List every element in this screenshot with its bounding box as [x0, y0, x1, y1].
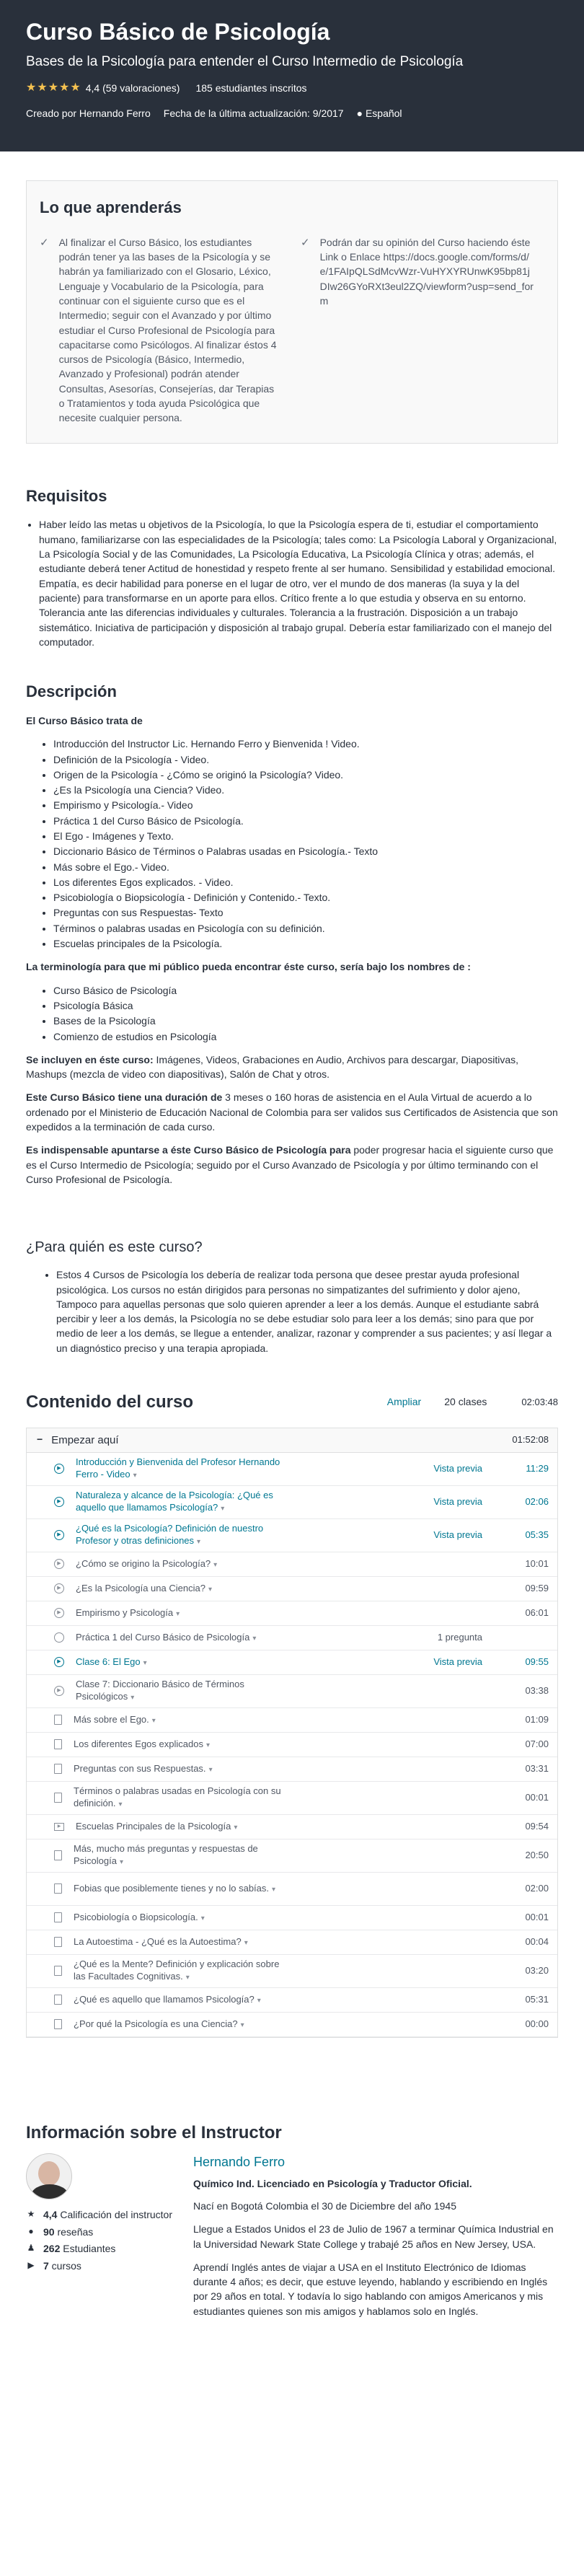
instructor-headline: Químico Ind. Licenciado en Psicología y Traductor Oficial.	[193, 2178, 472, 2190]
instructor-section-title: Información sobre el Instructor	[26, 2122, 282, 2142]
stat-label: Estudiantes	[60, 2243, 116, 2255]
document-icon	[54, 1850, 62, 1860]
play-icon: ▶	[54, 1686, 64, 1696]
preview-link: 1 pregunta	[437, 1632, 482, 1643]
checkmark-icon: ✓	[301, 236, 310, 249]
chevron-down-icon[interactable]: ▾	[151, 1716, 156, 1725]
instructor-name-link[interactable]: Hernando Ferro	[193, 2155, 286, 2170]
lecture-duration: 00:00	[525, 2018, 549, 2030]
play-icon: ▶	[54, 1583, 64, 1593]
document-icon	[54, 1793, 62, 1803]
preview-link[interactable]: Vista previa	[433, 1529, 482, 1541]
lecture-duration: 01:09	[525, 1714, 549, 1726]
stat-value: 90	[43, 2225, 55, 2238]
rating-row	[26, 80, 558, 96]
course-header	[0, 0, 584, 151]
list-item: • Psicobiología o Biopsicología - Definición y Contenido.- Texto.	[53, 890, 558, 905]
author-link[interactable]: Creado por Hernando Ferro	[26, 107, 151, 119]
lecture-duration: 00:01	[525, 1912, 549, 1923]
chevron-down-icon[interactable]: ▾	[130, 1694, 135, 1702]
description-intro: El Curso Básico trata de	[26, 714, 143, 726]
lecture-duration: 02:06	[525, 1496, 549, 1508]
lecture-duration: 05:31	[525, 1994, 549, 2005]
chevron-down-icon[interactable]: ▾	[240, 2021, 244, 2029]
chevron-down-icon[interactable]: ▾	[221, 1505, 225, 1513]
learn-text: Al finalizar el Curso Básico, los estudiantes podrán tener ya las bases de la Psicología y se habrán ya familiarizado con el Glosario, Léxico, Lenguaje y Vocabulario de la Psicología, para continuar con el siguiente curso que es el Intermedio; seguir con el Avanzado y por último estudiar el Curso Profesional de Psicología para capacitarse como Psicólogos. Al finalizar éstos 4 cursos de Psicología (Básico, Intermedio, Avanzado y Profesional) podrán atender Consultas, Asesorías, Consejerías, dar Terapias o Tratamientos y toda ayuda Psicológica que necesite cualquier persona.	[58, 236, 277, 424]
play-icon: ▶	[27, 2259, 35, 2270]
instructor-stats	[26, 2153, 193, 2327]
play-icon: ▶	[54, 1559, 64, 1569]
chevron-down-icon[interactable]: ▾	[213, 1560, 218, 1569]
star-icon: ★	[27, 2209, 35, 2220]
lecture-row[interactable]	[27, 1757, 557, 1782]
list-item: • Términos o palabras usadas en Psicología con su definición.	[53, 921, 558, 936]
last-updated: Fecha de la última actualización: 9/2017	[163, 107, 344, 119]
list-item: • Introducción del Instructor Lic. Hernando Ferro y Bienvenida ! Video.	[53, 737, 558, 751]
expand-all-button[interactable]: Ampliar	[386, 1396, 422, 1408]
rating-stars-icon: ★★★★★	[26, 82, 81, 94]
lecture-title[interactable]: Introducción y Bienvenida del Profesor Hernando Ferro - Video ▾	[76, 1456, 280, 1480]
play-icon: ▶	[54, 1464, 64, 1474]
document-icon	[54, 1937, 62, 1947]
preview-link[interactable]: Vista previa	[433, 1496, 482, 1508]
chevron-down-icon[interactable]: ▾	[257, 1996, 261, 2005]
lecture-row[interactable]	[27, 1675, 557, 1708]
lecture-row[interactable]	[27, 1650, 557, 1675]
chevron-down-icon[interactable]: ▾	[205, 1741, 210, 1749]
rating-text[interactable]: 4,4 (59 valoraciones)	[85, 82, 180, 94]
stat-courses	[26, 2259, 193, 2274]
lecture-row[interactable]	[27, 1782, 557, 1815]
chevron-down-icon[interactable]: ▾	[208, 1765, 213, 1774]
lecture-row[interactable]	[27, 1552, 557, 1577]
list-item: • Definición de la Psicología - Video.	[53, 752, 558, 767]
preview-link[interactable]: Vista previa	[433, 1463, 482, 1474]
comment-icon: ●	[28, 2225, 34, 2236]
duration-label: Este Curso Básico tiene una duración de	[26, 1091, 223, 1104]
audience-item: • Estos 4 Cursos de Psicología los debería de realizar toda persona que desee prestar ayuda profesional psicológica. Los cursos no están dirigidos para personas no simpatizantes del sufrimiento y dolor ajeno, Tampoco para aquellas personas que solo quieren aprender a leer a los demás. Aunque el estudiante sabrá percibir y leer a los demás, la Psicología no se debe estudiar solo para leer a los demás; sino para que por medio de leer a los demás, se llegue a entender, analizar, razonar y comprender a sus pacientes; y así llegar a un diagnóstico preciso y una terapia apropiada.	[56, 1267, 558, 1355]
lecture-title[interactable]: ¿Es la Psicología una Ciencia? ▾	[76, 1582, 212, 1593]
lecture-title[interactable]: ¿Por qué la Psicología es una Ciencia? ▾	[74, 2018, 244, 2029]
what-you-learn	[26, 180, 558, 444]
lecture-row[interactable]	[27, 1453, 557, 1486]
enrolled-count: 185 estudiantes inscritos	[195, 82, 307, 94]
lecture-duration: 11:29	[526, 1463, 549, 1474]
audience-title: ¿Para quién es este curso?	[26, 1239, 203, 1256]
lecture-title[interactable]: Naturaleza y alcance de la Psicología: ¿Qué es aquello que llamamos Psicología? ▾	[76, 1490, 273, 1513]
stat-value: 7	[43, 2259, 49, 2272]
terms-list	[26, 983, 558, 1044]
lecture-duration: 03:20	[525, 1965, 549, 1977]
meta-row	[26, 107, 558, 121]
lecture-row[interactable]	[27, 1988, 557, 2013]
collapse-icon: −	[37, 1433, 43, 1446]
lecture-title[interactable]: Clase 7: Diccionario Básico de Términos Psicológicos ▾	[76, 1679, 244, 1702]
learn-title: Lo que aprenderás	[40, 198, 182, 216]
chevron-down-icon[interactable]: ▾	[208, 1585, 212, 1593]
avatar[interactable]	[26, 2153, 72, 2199]
lecture-title[interactable]: Práctica 1 del Curso Básico de Psicología ▾	[76, 1631, 257, 1643]
lecture-duration: 02:00	[525, 1883, 549, 1894]
lecture-title[interactable]: Escuelas Principales de la Psicología ▾	[76, 1820, 238, 1832]
section-toggle[interactable]	[27, 1428, 557, 1453]
curriculum-title: Contenido del curso	[26, 1392, 194, 1412]
lecture-title[interactable]: ¿Cómo se origino la Psicología? ▾	[76, 1557, 218, 1569]
essential-label: Es indispensable apuntarse a éste Curso Básico de Psicología para	[26, 1144, 351, 1156]
lecture-duration: 03:31	[525, 1763, 549, 1775]
language-text: Español	[365, 107, 402, 119]
lecture-row[interactable]	[27, 1930, 557, 1955]
bio-paragraph: Nací en Bogotá Colombia el 30 de Diciembre del año 1945	[193, 2199, 457, 2212]
comment-icon: ●	[356, 107, 363, 119]
chevron-down-icon[interactable]: ▾	[119, 1858, 124, 1867]
curriculum-header	[26, 1390, 558, 1415]
lecture-title[interactable]: Términos o palabras usadas en Psicología con su definición. ▾	[74, 1785, 281, 1809]
list-item: • Curso Básico de Psicología	[53, 983, 558, 998]
lecture-duration: 09:59	[525, 1583, 549, 1594]
preview-link[interactable]: Vista previa	[433, 1656, 482, 1668]
topics-list	[26, 737, 558, 951]
lecture-duration: 00:01	[525, 1792, 549, 1803]
course-title: Curso Básico de Psicología	[26, 19, 330, 45]
play-icon: ▶	[54, 1608, 64, 1618]
lecture-row[interactable]	[27, 1601, 557, 1626]
quiz-icon	[54, 1632, 64, 1643]
lecture-row[interactable]	[27, 1486, 557, 1519]
lecture-duration: 06:01	[525, 1607, 549, 1619]
curriculum-section	[26, 1390, 558, 2038]
list-item: • Origen de la Psicología - ¿Cómo se originó la Psicología? Video.	[53, 768, 558, 782]
lecture-title[interactable]: ¿Qué es la Mente? Definición y explicación sobre las Facultades Cognitivas. ▾	[74, 1959, 280, 1982]
lecture-duration: 00:04	[525, 1936, 549, 1948]
lecture-duration: 03:38	[525, 1685, 549, 1697]
essential-text: poder progresar hacia el siguiente curso que es el Curso Intermedio de Psicología; seguido por el Curso Avanzado de Psicología y por último terminando con el Curso Profesional de Psicología.	[26, 1144, 554, 1185]
essential-paragraph	[26, 1143, 558, 1187]
class-count: 20 clases	[444, 1396, 487, 1408]
lecture-row[interactable]	[27, 1873, 557, 1906]
play-icon: ▶	[54, 1497, 64, 1507]
document-icon	[54, 1715, 62, 1725]
list-item: • Psicología Básica	[53, 998, 558, 1013]
lecture-row[interactable]	[27, 1519, 557, 1552]
lecture-title[interactable]: Psicobiología o Biopsicología. ▾	[74, 1911, 205, 1922]
lecture-title[interactable]: Fobias que posiblemente tienes y no lo sabías. ▾	[74, 1882, 276, 1894]
list-item: • El Ego - Imágenes y Texto.	[53, 829, 558, 843]
instructor-bio	[193, 2153, 554, 2327]
lecture-title[interactable]: Más, mucho más preguntas y respuestas de Psicología ▾	[74, 1843, 258, 1867]
document-icon	[54, 1883, 62, 1894]
lecture-title[interactable]: ¿Qué es la Psicología? Definición de nuestro Profesor y otras definiciones ▾	[76, 1523, 264, 1547]
play-icon: ▶	[54, 1657, 64, 1667]
chevron-down-icon[interactable]: ▾	[197, 1538, 201, 1547]
document-icon	[54, 1912, 62, 1922]
lecture-row[interactable]	[27, 1839, 557, 1873]
checkmark-icon: ✓	[40, 236, 49, 249]
description-title: Descripción	[26, 682, 117, 701]
lecture-row[interactable]	[27, 1733, 557, 1757]
list-item: • Empirismo y Psicología.- Video	[53, 798, 558, 812]
terminology-title: La terminología para que mi público pueda encontrar éste curso, sería bajo los nombres de :	[26, 961, 471, 973]
chevron-down-icon[interactable]: ▾	[133, 1472, 137, 1480]
lecture-duration: 09:54	[525, 1821, 549, 1832]
lecture-duration: 07:00	[525, 1738, 549, 1750]
lecture-title[interactable]: Preguntas con sus Respuestas. ▾	[74, 1762, 213, 1774]
chevron-down-icon[interactable]: ▾	[176, 1609, 180, 1618]
bio-paragraph: Aprendí Inglés antes de viajar a USA en el Instituto Electrónico de Idiomas durante 4 años; es decir, que estuve leyendo, hablando y escribiendo en Inglés por 29 años en total. Y todavía lo sigo hablando con amigos Americanos y mis estudiantes quienes son mis amigos y hablamos solo en Inglés.	[193, 2261, 548, 2317]
instructor-section	[26, 2121, 558, 2327]
includes-label: Se incluyen en éste curso:	[26, 1053, 154, 1065]
requirements-section	[26, 485, 558, 649]
chevron-down-icon[interactable]: ▾	[118, 1801, 123, 1809]
chevron-down-icon[interactable]: ▾	[234, 1823, 238, 1832]
bio-paragraph: Llegue a Estados Unidos el 23 de Julio de 1967 a terminar Química Industrial en la Universidad Newark State College y trabajé 25 años en New Jersey, USA.	[193, 2223, 554, 2250]
lecture-title[interactable]: Los diferentes Egos explicados ▾	[74, 1738, 210, 1749]
stat-reviews	[26, 2225, 193, 2240]
list-item: • Preguntas con sus Respuestas- Texto	[53, 905, 558, 920]
lecture-title[interactable]: Empirismo y Psicología ▾	[76, 1606, 180, 1618]
chevron-down-icon[interactable]: ▾	[143, 1658, 147, 1667]
lecture-row[interactable]	[27, 1815, 557, 1839]
list-item: • Escuelas principales de la Psicología.	[53, 936, 558, 951]
lecture-row[interactable]	[27, 1577, 557, 1601]
lecture-title[interactable]: La Autoestima - ¿Qué es la Autoestima? ▾	[74, 1935, 248, 1947]
stat-rating	[26, 2208, 193, 2223]
duration-paragraph	[26, 1090, 558, 1134]
chevron-down-icon[interactable]: ▾	[244, 1938, 248, 1947]
document-icon	[54, 1995, 62, 2005]
lecture-list	[27, 1453, 557, 2037]
stat-value: 4,4	[43, 2209, 58, 2221]
document-icon	[54, 1764, 62, 1774]
list-item: • ¿Es la Psicología una Ciencia? Video.	[53, 783, 558, 797]
list-item: • Los diferentes Egos explicados. - Video.	[53, 875, 558, 889]
lecture-duration: 05:35	[525, 1529, 549, 1541]
lecture-row[interactable]	[27, 1955, 557, 1988]
lecture-title[interactable]: ¿Qué es aquello que llamamos Psicología? ▾	[74, 1993, 261, 2005]
total-duration: 02:03:48	[521, 1396, 558, 1407]
includes-text: Imágenes, Videos, Grabaciones en Audio, Archivos para descargar, Diapositivas, Mashups (mezcla de video con diapositivas), Salón de Chat y otros.	[26, 1053, 518, 1081]
document-icon	[54, 1739, 62, 1749]
list-item: • Más sobre el Ego.- Video.	[53, 860, 558, 874]
section-duration: 01:52:08	[512, 1434, 549, 1446]
learn-item	[40, 235, 283, 426]
lecture-duration: 20:50	[525, 1850, 549, 1861]
description-section	[26, 681, 558, 1187]
duration-text: 3 meses o 160 horas de asistencia en el Aula Virtual de acuerdo a lo ordenado por el Ministerio de Educación Nacional de Colombia para ser validos sus Certificados de Asistencia que son expedidos a la terminación de cada curso.	[26, 1091, 558, 1133]
lecture-title[interactable]: Clase 6: El Ego ▾	[76, 1656, 147, 1667]
lecture-row[interactable]	[27, 1708, 557, 1733]
lecture-duration: 10:01	[525, 1558, 549, 1570]
chevron-down-icon[interactable]: ▾	[200, 1914, 205, 1922]
section-title: Empezar aquí	[51, 1433, 119, 1446]
stat-value: 262	[43, 2243, 61, 2255]
chevron-down-icon[interactable]: ▾	[185, 1974, 190, 1982]
document-icon	[54, 1966, 62, 1976]
requirement-item: • Haber leído las metas u objetivos de la Psicología, lo que la Psicología espera de ti, estudiar el comportamiento humano, familiarizarse con las especialidades de la Psicología; tales como: La Psicología Laboral y Organizacional, La Psicología Social y de las Comunidades, La Psicología Educativa, La Psicología Clínica y otras; además, el estudiante deberá tener Actitud de honestidad y respeto frente al ser humano. Sensibilidad y estabilidad emocional. Empatía, es decir habilidad para ponerse en el lugar de otro, ver el mundo de dos maneras (la suya y la del paciente) para transformarse en un aporte para ellos. Crítico frente a lo que estudia y observa en su entorno. Tolerancia ante las diferencias individuales y culturales. Tolerancia a la frustración. Disposición a un trabajo sistemático. Iniciativa de participación y disposición al trabajo grupal. Debería estar familiarizado con el manejo del computador.	[39, 517, 558, 649]
list-item: • Comienzo de estudios en Psicología	[53, 1029, 558, 1044]
learn-text: Podrán dar su opinión del Curso haciendo éste Link o Enlace https://docs.google.com/forms/d/e/1FAIpQLSdMcvWzr-VuHYXYRUnwK95bp81jDIw26GYoRXt3eul2ZQ/viewform?usp=send_form	[319, 236, 534, 307]
list-item: • Bases de la Psicología	[53, 1014, 558, 1028]
lecture-row[interactable]	[27, 2013, 557, 2037]
play-icon: ▶	[54, 1530, 64, 1540]
language-badge	[357, 107, 402, 121]
includes-paragraph	[26, 1052, 558, 1082]
chevron-down-icon[interactable]: ▾	[252, 1634, 257, 1643]
chevron-down-icon[interactable]: ▾	[272, 1885, 276, 1894]
audience-section	[26, 1237, 558, 1355]
video-icon: ▶	[54, 1823, 64, 1831]
stat-students	[26, 2242, 193, 2256]
stat-label: Calificación del instructor	[57, 2209, 172, 2221]
lecture-row[interactable]	[27, 1626, 557, 1650]
lecture-title[interactable]: Más sobre el Ego. ▾	[74, 1713, 156, 1725]
stat-label: reseñas	[54, 2225, 94, 2238]
stat-label: cursos	[48, 2259, 81, 2272]
lecture-duration: 09:55	[525, 1656, 549, 1668]
course-subtitle: Bases de la Psicología para entender el Curso Intermedio de Psicología	[26, 53, 464, 69]
user-icon: ♟	[27, 2243, 35, 2254]
list-item: • Diccionario Básico de Términos o Palabras usadas en Psicología.- Texto	[53, 844, 558, 858]
requirements-title: Requisitos	[26, 486, 107, 505]
curriculum-list	[26, 1428, 558, 2038]
learn-item	[301, 235, 544, 426]
lecture-row[interactable]	[27, 1906, 557, 1930]
list-item: • Práctica 1 del Curso Básico de Psicología.	[53, 814, 558, 828]
document-icon	[54, 2019, 62, 2029]
